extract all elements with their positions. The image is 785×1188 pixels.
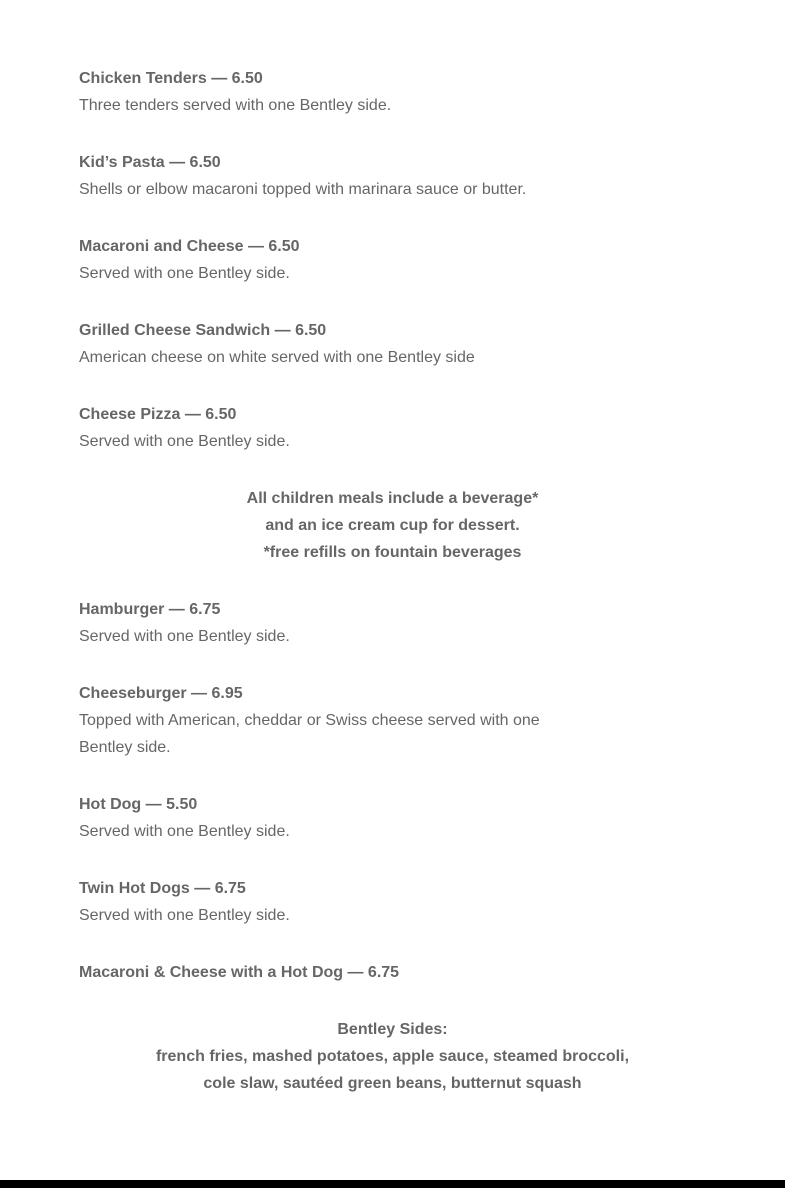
bottom-bar (0, 1180, 785, 1188)
item-title: Kid’s Pasta — 6.50 (79, 154, 221, 171)
sides-line: french fries, mashed potatoes, apple sauce, steamed broccoli, (155, 1048, 630, 1065)
item-title: Cheeseburger — 6.95 (79, 685, 243, 702)
menu-item-hamburger (79, 596, 706, 650)
item-description: Served with one Bentley side. (79, 265, 290, 282)
note-line: and an ice cream cup for dessert. (265, 517, 520, 534)
sides-heading: Bentley Sides: (337, 1021, 448, 1038)
item-title: Macaroni and Cheese — 6.50 (79, 238, 300, 255)
note-line: *free refills on fountain beverages (263, 544, 522, 561)
item-title: Hot Dog — 5.50 (79, 796, 198, 813)
meal-note (79, 485, 706, 566)
item-description: Three tenders served with one Bentley side. (79, 97, 392, 114)
item-description: Served with one Bentley side. (79, 433, 290, 450)
menu-item-chicken-tenders (79, 65, 706, 119)
menu-item-hot-dog (79, 791, 706, 845)
menu-item-cheese-pizza (79, 401, 706, 455)
bentley-sides (79, 1016, 706, 1097)
item-description: American cheese on white served with one Bentley side (79, 349, 475, 366)
item-title: Macaroni & Cheese with a Hot Dog — 6.75 (79, 964, 400, 981)
item-title: Hamburger — 6.75 (79, 601, 221, 618)
sides-line: cole slaw, sautéed green beans, butternut squash (203, 1075, 582, 1092)
note-line: All children meals include a beverage* (246, 490, 539, 507)
menu-item-grilled-cheese (79, 317, 706, 371)
menu-item-kids-pasta (79, 149, 706, 203)
menu-item-cheeseburger (79, 680, 706, 761)
menu-item-mac-and-cheese-hot-dog (79, 959, 706, 986)
item-description: Shells or elbow macaroni topped with marinara sauce or butter. (79, 181, 527, 198)
item-description: Served with one Bentley side. (79, 823, 290, 840)
menu-item-twin-hot-dogs (79, 875, 706, 929)
item-title: Cheese Pizza — 6.50 (79, 406, 237, 423)
item-title: Chicken Tenders — 6.50 (79, 70, 263, 87)
item-description: Served with one Bentley side. (79, 628, 290, 645)
item-title: Twin Hot Dogs — 6.75 (79, 880, 246, 897)
item-title: Grilled Cheese Sandwich — 6.50 (79, 322, 327, 339)
menu-item-macaroni-and-cheese (79, 233, 706, 287)
item-description: Topped with American, cheddar or Swiss cheese served with one Bentley side. (79, 712, 540, 756)
item-description: Served with one Bentley side. (79, 907, 290, 924)
kids-menu (79, 65, 706, 1127)
